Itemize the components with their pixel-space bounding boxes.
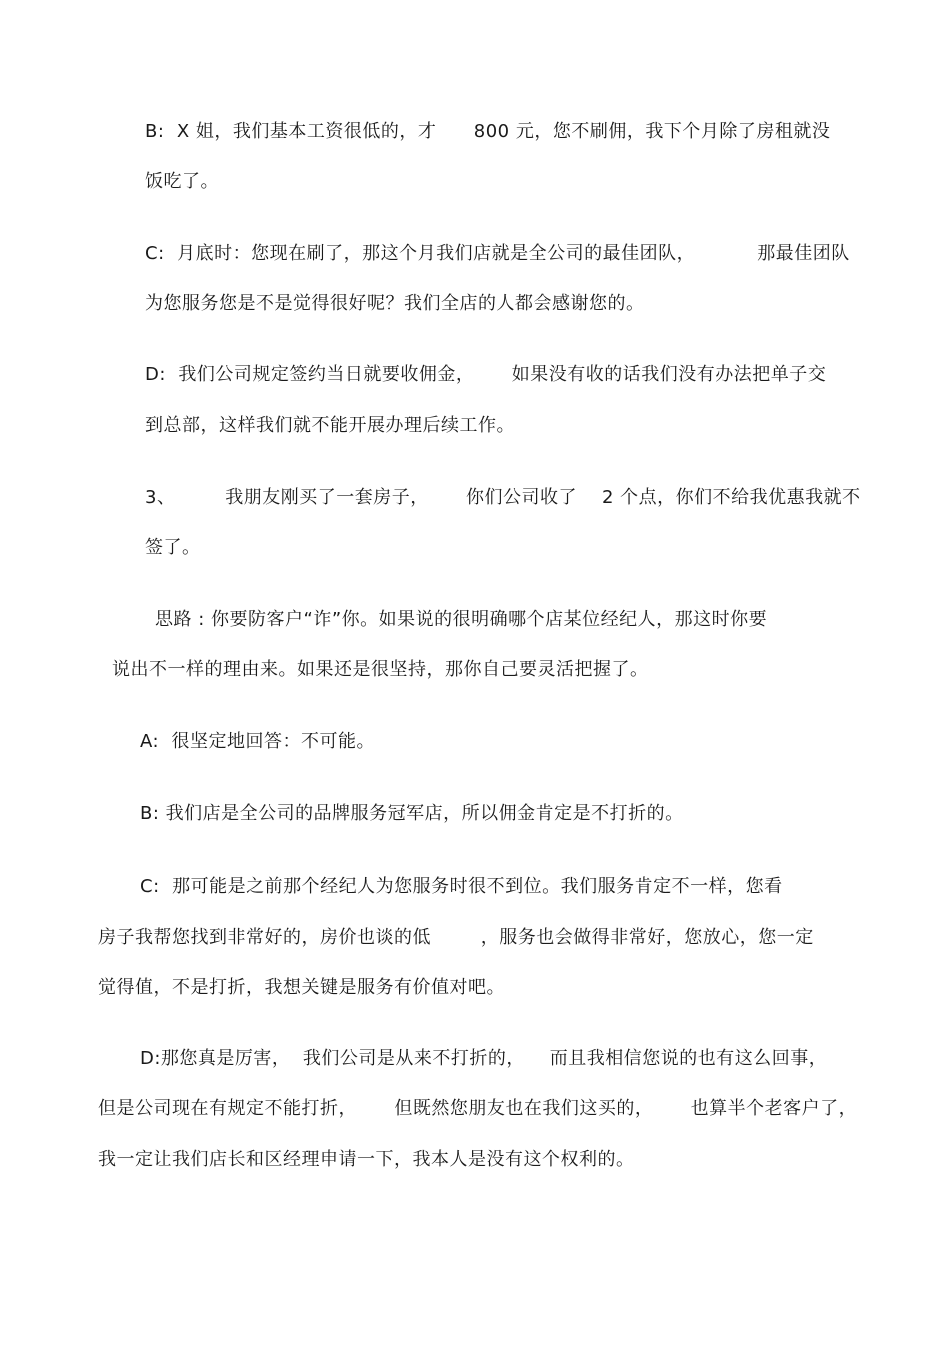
text-line: 思路 : 你要防客户“诈”你。如果说的很明确哪个店某位经纪人，那这时你要 bbox=[155, 609, 768, 630]
text-line: 为您服务您是不是觉得很好呢？我们全店的人都会感谢您的。 bbox=[145, 293, 645, 314]
text-line: B: 我们店是全公司的品牌服务冠军店，所以佣金肯定是不打折的。 bbox=[140, 803, 684, 824]
text-line: D: 我们公司规定签约当日就要收佣金， 如果没有收的话我们没有办法把单子交 bbox=[145, 364, 827, 385]
text-line: D:那您真是厉害， 我们公司是从来不打折的， 而且我相信您说的也有这么回事， bbox=[140, 1048, 828, 1069]
text-line: 饭吃了。 bbox=[145, 171, 219, 192]
text-line: 说出不一样的理由来。如果还是很坚持，那你自己要灵活把握了。 bbox=[112, 659, 649, 680]
text-line: 到总部，这样我们就不能开展办理后续工作。 bbox=[145, 415, 515, 436]
text-line: C: 那可能是之前那个经纪人为您服务时很不到位。我们服务肯定不一样，您看 bbox=[140, 876, 783, 897]
text-line: 觉得值，不是打折，我想关键是服务有价值对吧。 bbox=[98, 977, 505, 998]
text-line: 3、 我朋友刚买了一套房子， 你们公司收了 2 个点，你们不给我优惠我就不 bbox=[145, 487, 861, 508]
text-line: 签了。 bbox=[145, 537, 201, 558]
text-line: 但是公司现在有规定不能打折， 但既然您朋友也在我们这买的， 也算半个老客户了， bbox=[98, 1098, 858, 1119]
text-line: C: 月底时：您现在刷了，那这个月我们店就是全公司的最佳团队， 那最佳团队 bbox=[145, 243, 850, 264]
text-line: B: X 姐，我们基本工资很低的，才 800 元，您不刷佣，我下个月除了房租就没 bbox=[145, 121, 831, 142]
text-line: 房子我帮您找到非常好的，房价也谈的低 ，服务也会做得非常好，您放心，您一定 bbox=[98, 927, 814, 948]
text-line: 我一定让我们店长和区经理申请一下，我本人是没有这个权利的。 bbox=[98, 1149, 635, 1170]
text-line: A: 很坚定地回答：不可能。 bbox=[140, 731, 376, 752]
